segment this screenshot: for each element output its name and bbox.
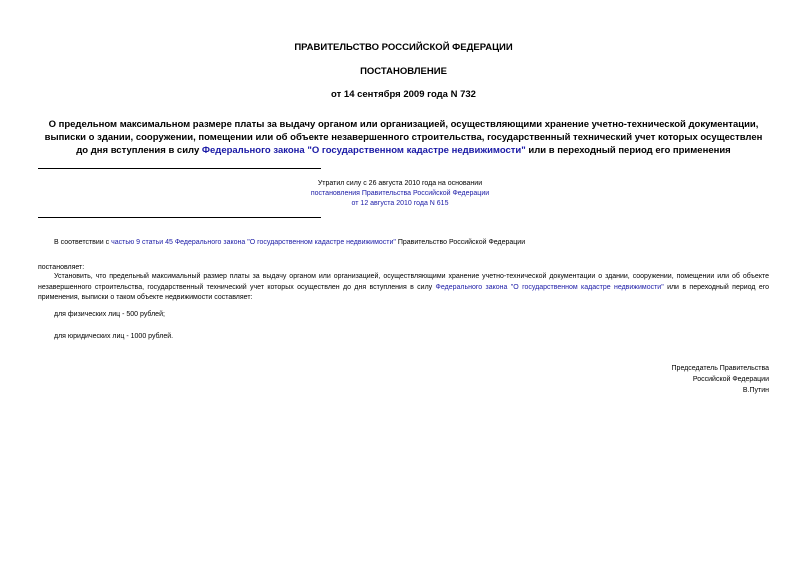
preamble-suffix: Правительство Российской Федерации — [395, 239, 526, 246]
document-type: ПОСТАНОВЛЕНИЕ — [360, 66, 447, 77]
title-law-link[interactable]: Федерального закона "О государственном кадастре недвижимости" — [201, 145, 526, 156]
status-note-text: Утратил силу с 26 августа 2010 года на основании — [317, 180, 483, 187]
preamble-paragraph — [38, 238, 769, 249]
main-paragraph — [38, 272, 769, 304]
divider-top — [38, 168, 321, 169]
document-title — [38, 118, 769, 157]
signature-block — [569, 363, 769, 396]
status-decree-date-link[interactable]: от 12 августа 2010 года N 615 — [351, 200, 449, 207]
main-prefix: Установить, что предельный максимальный размер платы за выдачу органом или организацией, осуществляющими хранение учетно-технической документации о здании, сооружении, помещении или об объекте незавершенного строительства, государственный технический учет которых осуществлен до дня вступления в силу — [38, 273, 769, 291]
status-decree-link[interactable]: постановления Правительства Российской Федерации — [310, 190, 490, 197]
signature-country: Российской Федерации — [692, 376, 769, 383]
government-heading: ПРАВИТЕЛЬСТВО РОССИЙСКОЙ ФЕДЕРАЦИИ — [294, 42, 513, 53]
divider-bottom — [38, 217, 321, 218]
signature-position: Председатель Правительства — [671, 365, 769, 372]
preamble-law-link[interactable]: частью 9 статьи 45 Федерального закона "О государственном кадастре недвижимости" — [111, 239, 396, 246]
fee-individuals: для физических лиц - 500 рублей; — [54, 311, 165, 318]
signature-name: В.Путин — [742, 387, 769, 394]
status-note — [250, 179, 550, 209]
main-suffix: или в переходный период его применения, выписки о таком объекте недвижимости составляет: — [38, 283, 770, 301]
preamble-prefix: В соответствии с — [54, 239, 112, 246]
title-text-part2: или в переходный период его применения — [525, 145, 731, 156]
fee-legal-entities: для юридических лиц - 1000 рублей. — [54, 333, 174, 340]
document-date-number: от 14 сентября 2009 года N 732 — [331, 89, 476, 100]
title-text-part1: О предельном максимальном размере платы за выдачу органом или организацией, осуществляющими хранение учетно-технической документации, выписки о здании, сооружении, помещении или об объекте незавершенного строительства, государственный технический учет которых осуществлен до дня вступления в силу — [44, 119, 763, 156]
main-law-link[interactable]: Федерального закона "О государственном кадастре недвижимости" — [435, 283, 664, 291]
resolves-line: постановляет: — [38, 264, 85, 271]
